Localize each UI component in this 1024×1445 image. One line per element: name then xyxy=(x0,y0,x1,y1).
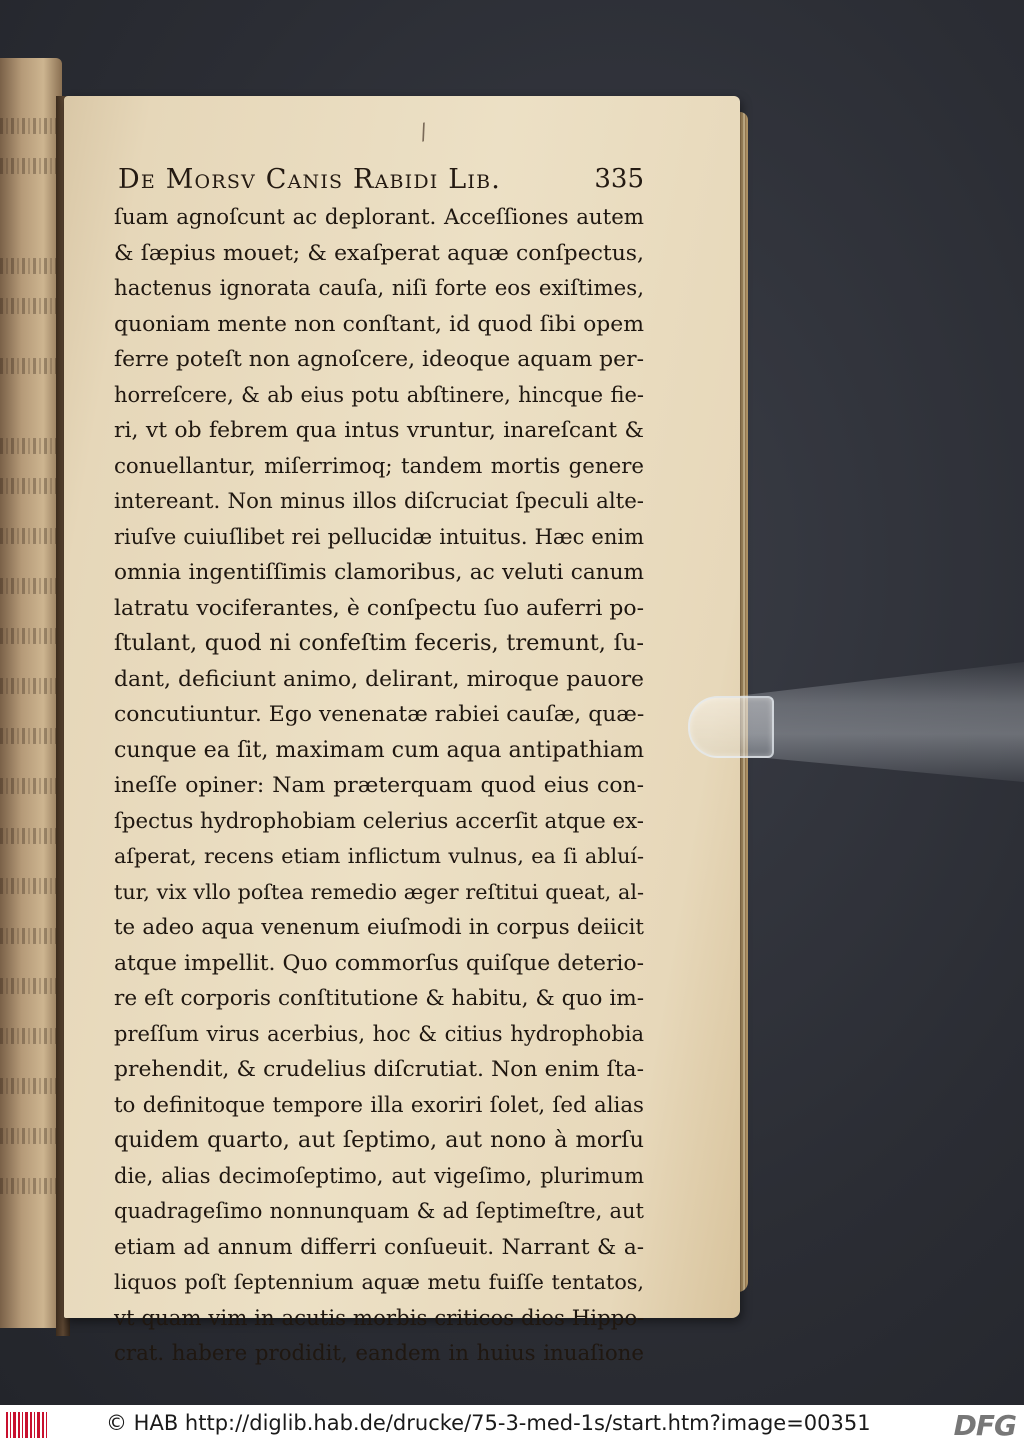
text-line: liquos poſt ſeptennium aquæ metu fuiſſe tentatos, xyxy=(114,1270,644,1294)
text-line: & ſæpius mouet; & exaſperat aquæ conſpectus, xyxy=(114,240,644,266)
ghost-text-line xyxy=(0,478,62,494)
ghost-text-line xyxy=(0,528,62,544)
ghost-text-line xyxy=(0,878,62,894)
ghost-text-line xyxy=(0,258,62,274)
pencil-mark: / xyxy=(416,119,431,146)
ghost-text-line xyxy=(0,828,62,844)
text-line: ſuam agnoſcunt ac deplorant. Acceſſiones autem xyxy=(114,205,644,230)
ghost-text-line xyxy=(0,1178,62,1194)
ghost-text-line xyxy=(0,928,62,944)
text-line: ſpectus hydrophobiam celerius accerſit atque ex- xyxy=(114,808,644,834)
ghost-text-line xyxy=(0,628,62,644)
ghost-text-line xyxy=(0,1028,62,1044)
running-head: De Morsv Canis Rabidi Lib. xyxy=(118,164,502,195)
text-line: crat. habere prodidit, eandem in huius inuaſione xyxy=(114,1341,644,1366)
text-line: latratu vociferantes, è conſpectu ſuo auferri po- xyxy=(114,595,644,621)
footer-bar xyxy=(0,1405,1024,1445)
text-line: conuellantur, miſerrimoq; tandem mortis genere xyxy=(114,453,644,479)
text-line: cunque ea ſit, maximam cum aqua antipathiam xyxy=(114,736,644,763)
ghost-text-line xyxy=(0,298,62,314)
text-line: intereant. Non minus illos diſcruciat ſpeculi alte- xyxy=(114,489,644,514)
text-line: concutiuntur. Ego venenatæ rabiei cauſæ, quæ- xyxy=(114,702,645,727)
hab-barcode-icon xyxy=(6,1412,48,1438)
text-line: etiam ad annum differri conſueuit. Narrant & a- xyxy=(114,1234,644,1260)
copyright-link[interactable]: © HAB http://diglib.hab.de/drucke/75-3-med-1s/start.htm?image=00351 xyxy=(106,1411,871,1435)
ghost-text-line xyxy=(0,678,62,694)
text-line: tur, vix vllo poſtea remedio æger reſtitui queat, al- xyxy=(114,879,644,904)
text-line: atque impellit. Quo commorſus quiſque deterio- xyxy=(114,950,644,976)
ghost-text-line xyxy=(0,978,62,994)
facing-page-fragment xyxy=(0,58,62,1328)
text-line: horreſcere, & ab eius potu abſtinere, hincque fie- xyxy=(114,382,644,407)
ghost-text-line xyxy=(0,158,62,174)
page-number: 335 xyxy=(594,164,644,194)
text-line: omnia ingentiſſimis clamoribus, ac veluti canum xyxy=(114,560,644,585)
ghost-text-line xyxy=(0,728,62,744)
text-line: ri, vt ob febrem qua intus vruntur, inareſcant & xyxy=(114,418,644,443)
ghost-text-line xyxy=(0,578,62,594)
text-line: prehendit, & crudelius diſcrutiat. Non enim ſta- xyxy=(114,1057,644,1082)
text-line: preſſum virus acerbius, hoc & citius hydrophobia xyxy=(114,1021,644,1046)
dfg-logo: DFG xyxy=(953,1409,1016,1442)
text-line: te adeo aqua venenum eiuſmodi in corpus deiicit xyxy=(114,915,644,940)
text-line: dant, deficiunt animo, delirant, miroque pauore xyxy=(114,666,644,692)
text-line: ferre poteſt non agnoſcere, ideoque aquam per- xyxy=(114,347,644,372)
text-line: ſtulant, quod ni confeſtim feceris, tremunt, ſu- xyxy=(114,630,644,656)
page-holder-tip xyxy=(688,696,774,758)
text-line: riuſve cuiuſlibet rei pellucidæ intuitus. Hæc enim xyxy=(114,524,644,549)
text-line: to definitoque tempore illa exoriri ſolet, ſed alias xyxy=(114,1092,644,1118)
ghost-text-line xyxy=(0,778,62,794)
ghost-text-line xyxy=(0,1078,62,1094)
body-text xyxy=(114,200,644,1372)
text-line: ineſſe opiner: Nam præterquam quod eius con- xyxy=(114,773,644,798)
ghost-text-line xyxy=(0,1128,62,1144)
text-line: re eſt corporis conſtitutione & habitu, & quo im- xyxy=(114,986,644,1011)
text-line: die, alias decimoſeptimo, aut vigeſimo, plurimum xyxy=(114,1163,644,1188)
ghost-text-line xyxy=(0,438,62,454)
page-header xyxy=(118,164,644,204)
text-line: aſperat, recens etiam inflictum vulnus, ea ſi abluí- xyxy=(114,844,644,868)
ghost-text-line xyxy=(0,358,62,374)
text-line: quadrageſimo nonnunquam & ad ſeptimeſtre, aut xyxy=(114,1199,644,1223)
text-line: hactenus ignorata cauſa, niſi forte eos exiſtimes, xyxy=(114,276,644,301)
text-line: vt quam vim in acutis morbis criticos dies Hippo- xyxy=(114,1305,645,1331)
text-line: quidem quarto, aut ſeptimo, aut nono à morſu xyxy=(114,1127,644,1153)
ghost-text-line xyxy=(0,118,62,134)
text-line: quoniam mente non conſtant, id quod ſibi opem xyxy=(114,311,644,337)
